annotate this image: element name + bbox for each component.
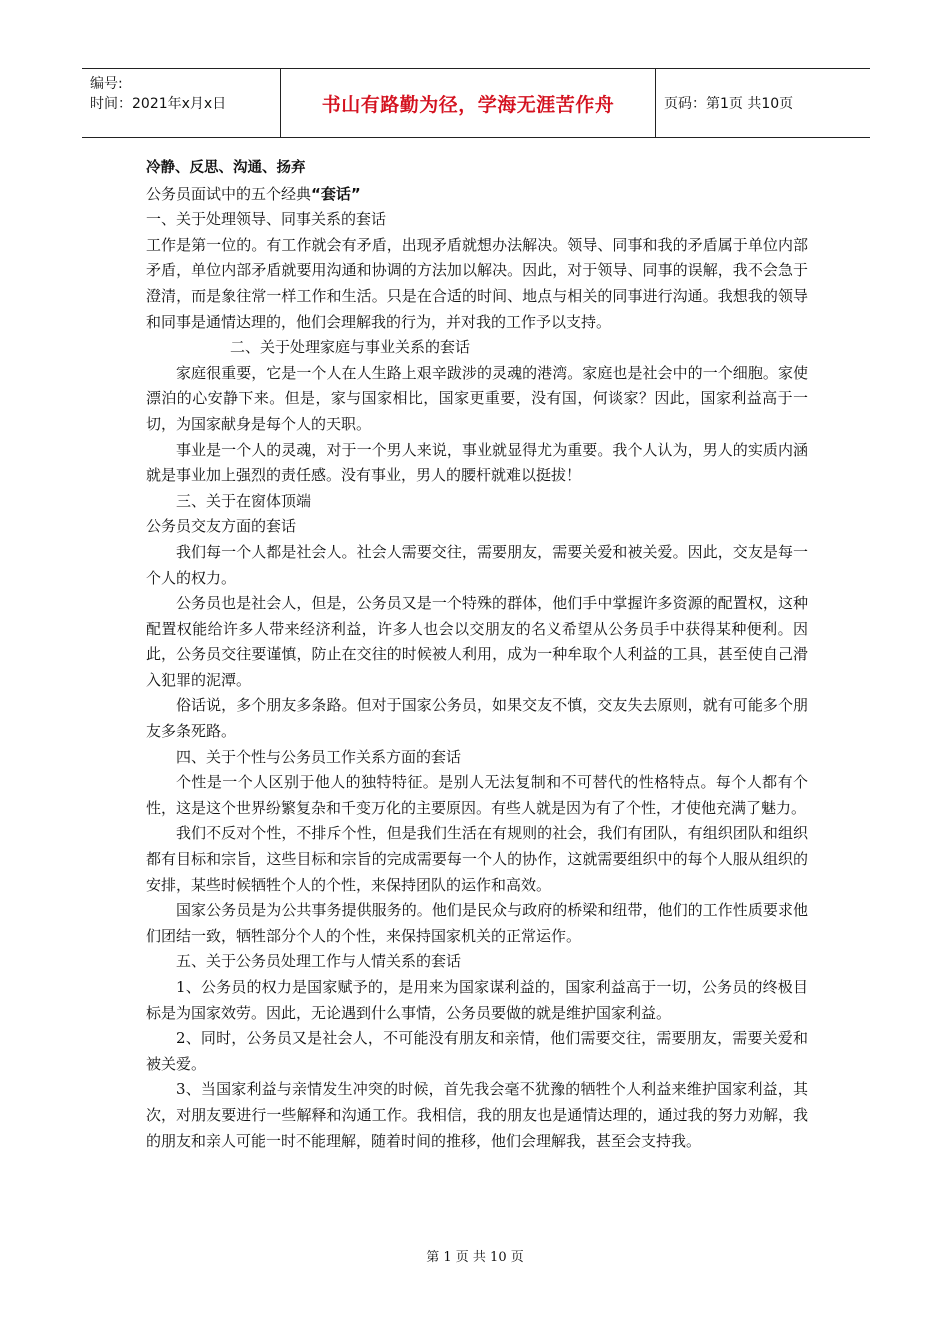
page-info: 页码：第1页 共10页 [664, 96, 794, 112]
section-heading-1: 一、关于处理领导、同事关系的套话 [146, 210, 387, 229]
paragraph: 国家公务员是为公共事务提供服务的。他们是民众与政府的桥梁和纽带，他们的工作性质要求他们团结一致，牺牲部分个人的个性，来保持国家机关的正常运作。 [146, 901, 808, 945]
paragraph: 个性是一个人区别于他人的独特特征。是别人无法复制和不可替代的性格特点。每个人都有个性，这是这个世界纷繁复杂和千变万化的主要原因。有些人就是因为有了个性，才使他充满了魅力。 [146, 773, 808, 817]
paragraph: 2、同时，公务员又是社会人，不可能没有朋友和亲情，他们需要交往，需要朋友，需要关爱和被关爱。 [146, 1029, 808, 1073]
section-subheading-3: 公务员交友方面的套话 [146, 517, 297, 536]
header-table [82, 68, 870, 138]
paragraph: 工作是第一位的。有工作就会有矛盾，出现矛盾就想办法解决。领导、同事和我的矛盾属于单位内部矛盾，单位内部矛盾就要用沟通和协调的方法加以解决。因此，对于领导、同事的误解，我不会急于澄清，而是象往常一样工作和生活。只是在合适的时间、地点与相关的同事进行沟通。我想我的领导和同事是通情达理的，他们会理解我的行为，并对我的工作予以支持。 [146, 235, 808, 331]
header-left-cell [82, 69, 281, 137]
paragraph: 我们每一个人都是社会人。社会人需要交往，需要朋友，需要关爱和被关爱。因此，交友是每一个人的权力。 [146, 542, 808, 587]
paragraph: 公务员也是社会人，但是，公务员又是一个特殊的群体，他们手中掌握许多资源的配置权，这种配置权能给许多人带来经济利益，许多人也会以交朋友的名义希望从公务员手中获得某种便利。因此，公务员交往要谨慎，防止在交往的时候被人利用，成为一种牟取个人利益的工具，甚至使自己滑入犯罪的泥潭。 [146, 594, 808, 689]
paragraph: 事业是一个人的灵魂，对于一个男人来说，事业就显得尤为重要。我个人认为，男人的实质内涵就是事业加上强烈的责任感。没有事业，男人的腰杆就难以挺拔！ [146, 440, 808, 485]
document-subtitle [146, 182, 808, 208]
section-heading-4: 四、关于个性与公务员工作关系方面的套话 [176, 747, 462, 766]
document-heading: 冷静、反思、沟通、扬弃 [146, 160, 306, 176]
motto-text: 书山有路勤为径，学海无涯苦作舟 [321, 93, 615, 116]
document-body [146, 156, 808, 1154]
number-label: 编号: [90, 76, 123, 92]
paragraph: 3、当国家利益与亲情发生冲突的时候，首先我会毫不犹豫的牺牲个人利益来维护国家利益，其次，对朋友要进行一些解释和沟通工作。我相信，我的朋友也是通情达理的，通过我的努力劝解，我的朋友和亲人可能一时不能理解，随着时间的推移，他们会理解我，甚至会支持我。 [146, 1080, 808, 1150]
paragraph: 1、公务员的权力是国家赋予的，是用来为国家谋利益的，国家利益高于一切，公务员的终极目标是为国家效劳。因此，无论遇到什么事情，公务员要做的就是维护国家利益。 [146, 978, 808, 1022]
subtitle-prefix: 公务员面试中的五个经典 [146, 184, 312, 203]
section-heading-2: 二、关于处理家庭与事业关系的套话 [230, 338, 471, 357]
header-motto-cell [281, 69, 656, 137]
paragraph: 我们不反对个性，不排斥个性，但是我们生活在有规则的社会，我们有团队，有组织团队和组织都有目标和宗旨，这些目标和宗旨的完成需要每一个人的协作，这就需要组织中的每个人服从组织的安排，某些时候牺牲个人的个性，来保持团队的运作和高效。 [146, 824, 808, 894]
page-footer: 第 1 页 共 10 页 [426, 1250, 524, 1265]
section-heading-5: 五、关于公务员处理工作与人情关系的套话 [176, 952, 462, 971]
subtitle-quote: “套话” [311, 184, 361, 203]
paragraph: 俗话说，多个朋友多条路。但对于国家公务员，如果交友不慎，交友失去原则，就有可能多个朋友多条死路。 [146, 696, 808, 741]
section-heading-3: 三、关于在窗体顶端 [176, 491, 312, 510]
time-label: 时间：2021年x月x日 [90, 96, 227, 112]
paragraph: 家庭很重要，它是一个人在人生路上艰辛跋涉的灵魂的港湾。家庭也是社会中的一个细胞。家使漂泊的心安静下来。但是，家与国家相比，国家更重要，没有国，何谈家？因此，国家利益高于一切，为国家献身是每个人的天职。 [146, 363, 808, 433]
